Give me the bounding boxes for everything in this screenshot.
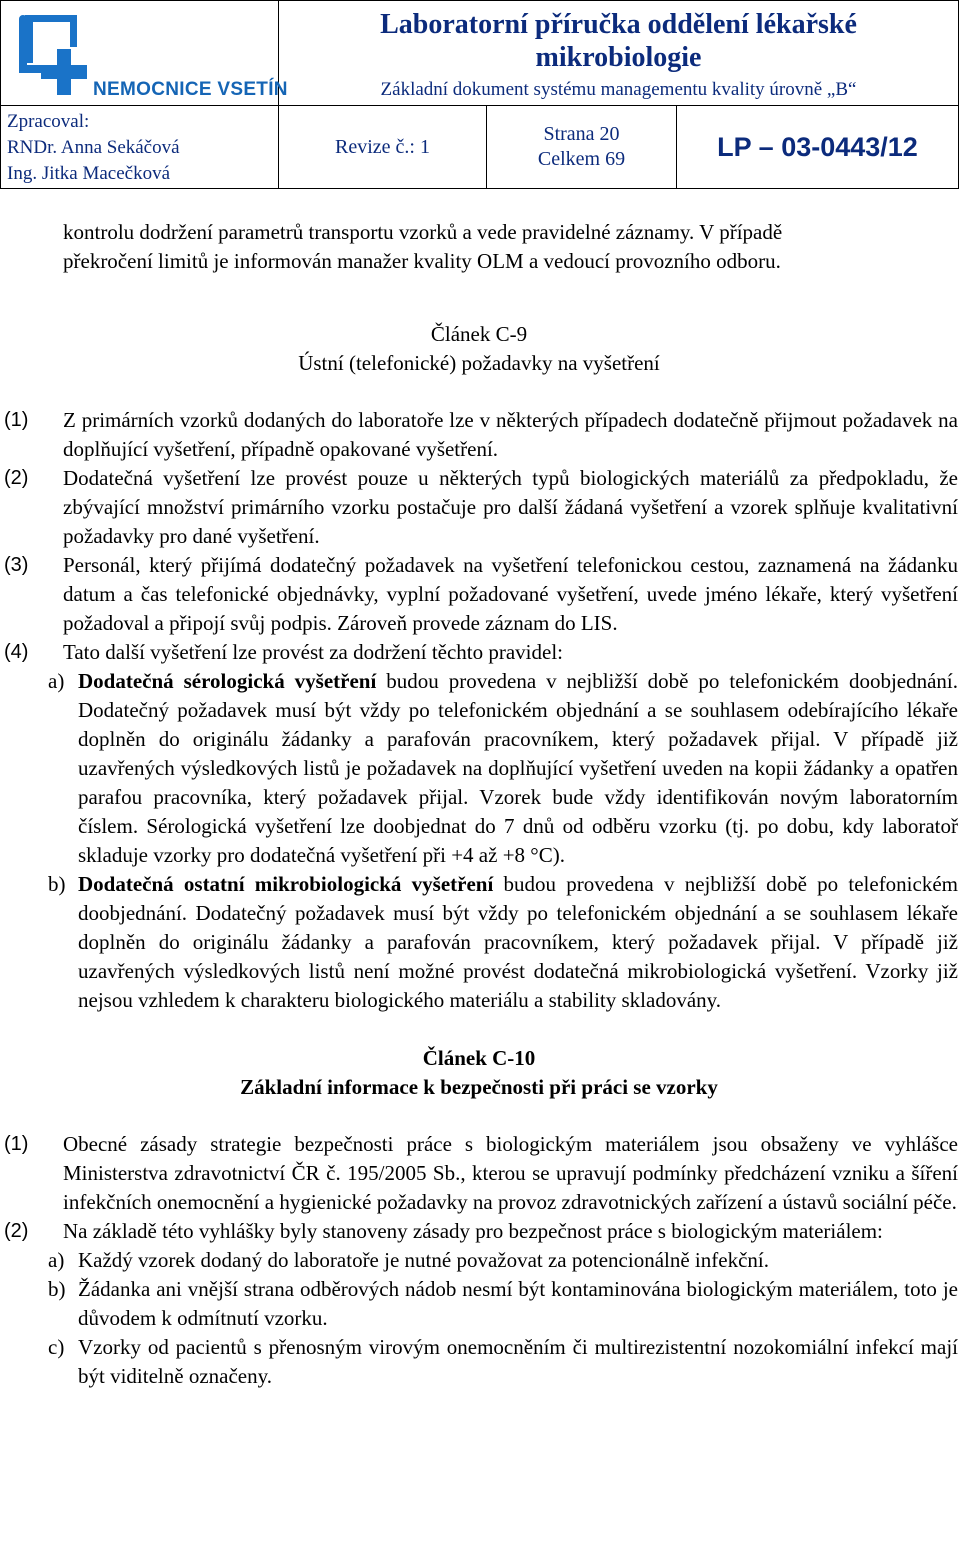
article-c10-item bbox=[0, 1217, 958, 1246]
authors-label: Zpracoval: bbox=[7, 111, 90, 132]
revision: Revize č.: 1 bbox=[335, 135, 430, 158]
article-c10-item bbox=[0, 1130, 958, 1217]
article-c9-sub-a bbox=[0, 667, 958, 870]
author-1: RNDr. Anna Sekáčová bbox=[7, 137, 180, 158]
sub-letter: a) bbox=[48, 1248, 65, 1272]
sub-text: budou provedena v nejbližší době po telefonickém doobjednání. Dodatečný požadavek musí být vždy po telefonickém objednání a se souhlasem lékaře doplněn do originálu žádanky a parafován pracovníkem, který požadavek přijal. V případě již uzavřených výsledkových listů není možné provést dodatečná mikrobiologická vyšetření. Vzorky již nejsou vzhledem k charakteru biologického materiálu a stability skladovány. bbox=[78, 872, 958, 1012]
article-c9-item bbox=[0, 464, 958, 551]
item-number: (1) bbox=[4, 1133, 29, 1155]
article-c9-sub-b bbox=[0, 870, 958, 1015]
article-c9-title: Článek C-9 bbox=[430, 322, 528, 346]
item-number: (4) bbox=[4, 641, 29, 663]
document-code: LP – 03-0443/12 bbox=[717, 131, 918, 162]
sub-bold-text: Dodatečná sérologická vyšetření bbox=[78, 669, 377, 693]
document-body bbox=[0, 218, 958, 1391]
intro-line-1: kontrolu dodržení parametrů transportu vzorků a vede pravidelné záznamy. V případě bbox=[63, 220, 783, 244]
intro-line-2: překročení limitů je informován manažer kvality OLM a vedoucí provozního odboru. bbox=[63, 249, 781, 273]
item-number: (2) bbox=[4, 467, 29, 489]
sub-letter: b) bbox=[48, 1277, 66, 1301]
item-text: Dodatečná vyšetření lze provést pouze u některých typů biologických materiálů za předpokladu, že zbývající množství primárního vzorku postačuje pro další žádaná vyšetření a vzorek splňuje kvalitativní požadavky pro dané vyšetření. bbox=[63, 466, 958, 548]
article-c10-sub bbox=[0, 1246, 958, 1275]
revision-cell bbox=[279, 106, 487, 189]
page-number: Strana 20 bbox=[543, 123, 620, 145]
sub-text: budou provedena v nejbližší době po telefonickém doobjednání. Dodatečný požadavek musí být vždy po telefonickém objednání a se souhlasem odebírajícího lékaře doplněn do originálu žádanky a parafován pracovníkem, který požadavek přijal. V případě již uzavřených výsledkových listů je požadavek na doplňující vyšetření uveden na kopii žádanky a opatřen parafou pracovníka, který požadavek přijal. Vzorek bude vždy identifikován novým laboratorním číslem. Sérologická vyšetření lze doobjednat do 7 dnů od odběru vzorku (tj. po dobu, kdy laboratoř skladuje vzorky pro dodatečná vyšetření při +4 až +8 °C). bbox=[78, 669, 959, 867]
page-total: Celkem 69 bbox=[537, 148, 626, 170]
article-c10-subtitle: Základní informace k bezpečnosti při práci se vzorky bbox=[240, 1075, 718, 1099]
article-c9-item bbox=[0, 406, 958, 464]
sub-letter: b) bbox=[48, 872, 66, 896]
item-text: Tato další vyšetření lze provést za dodržení těchto pravidel: bbox=[63, 640, 564, 664]
article-c9-heading bbox=[0, 320, 958, 378]
article-c9-item bbox=[0, 638, 958, 667]
sub-text: Vzorky od pacientů s přenosným virovým onemocněním či multirezistentní nozokomiální infekcí mají být viditelně označeny. bbox=[78, 1335, 958, 1388]
article-c10-sub bbox=[0, 1333, 958, 1391]
item-text: Obecné zásady strategie bezpečnosti práce s biologickým materiálem jsou obsaženy ve vyhlášce Ministerstva zdravotnictví ČR č. 195/2005 Sb., kterou se upravují podmínky předcházení vzniku a šíření infekčních onemocnění a hygienické požadavky na provoz zdravotnických zařízení a ústavů sociální péče. bbox=[63, 1132, 958, 1214]
article-c10-heading bbox=[0, 1044, 958, 1102]
article-c9-item bbox=[0, 551, 958, 638]
sub-text: Každý vzorek dodaný do laboratoře je nutné považovat za potencionálně infekční. bbox=[78, 1248, 769, 1272]
sub-bold-text: Dodatečná ostatní mikrobiologická vyšetření bbox=[78, 872, 494, 896]
article-c10-sub bbox=[0, 1275, 958, 1333]
author-2: Ing. Jitka Macečková bbox=[7, 163, 171, 184]
item-text: Z primárních vzorků dodaných do laboratoře lze v některých případech dodatečně přijmout požadavek na doplňující vyšetření, případně opakované vyšetření. bbox=[63, 408, 958, 461]
page-cell bbox=[487, 106, 677, 189]
sub-letter: a) bbox=[48, 669, 65, 693]
item-number: (3) bbox=[4, 554, 29, 576]
intro-paragraph bbox=[63, 218, 958, 276]
sub-letter: c) bbox=[48, 1335, 65, 1359]
title-cell bbox=[279, 1, 959, 106]
item-text: Na základě této vyhlášky byly stanoveny zásady pro bezpečnost práce s biologickým materiálem: bbox=[63, 1219, 883, 1243]
document-title-line2: mikrobiologie bbox=[535, 42, 702, 73]
authors-cell bbox=[1, 106, 279, 189]
item-number: (2) bbox=[4, 1220, 29, 1242]
doc-code-cell bbox=[677, 106, 959, 189]
logo-cell bbox=[1, 1, 288, 106]
document-subtitle: Základní dokument systému managementu kvality úrovně „B“ bbox=[380, 79, 857, 100]
item-number: (1) bbox=[4, 409, 29, 431]
document-header bbox=[0, 0, 959, 189]
logo-text: NEMOCNICE VSETÍN bbox=[93, 79, 288, 100]
article-c10-title: Článek C-10 bbox=[422, 1046, 536, 1070]
item-text: Personál, který přijímá dodatečný požadavek na vyšetření telefonickou cestou, zaznamená na žádanku datum a čas telefonické objednávky, vyplní požadované vyšetření, uvede jméno lékaře, který vyšetření požadoval a připojí svůj podpis. Zároveň provede záznam do LIS. bbox=[63, 553, 958, 635]
article-c9-subtitle: Ústní (telefonické) požadavky na vyšetření bbox=[298, 351, 660, 375]
document-title-line1: Laboratorní příručka oddělení lékařské bbox=[380, 9, 857, 40]
sub-text: Žádanka ani vnější strana odběrových nádob nesmí být kontaminována biologickým materiálem, toto je důvodem k odmítnutí vzorku. bbox=[78, 1277, 958, 1330]
